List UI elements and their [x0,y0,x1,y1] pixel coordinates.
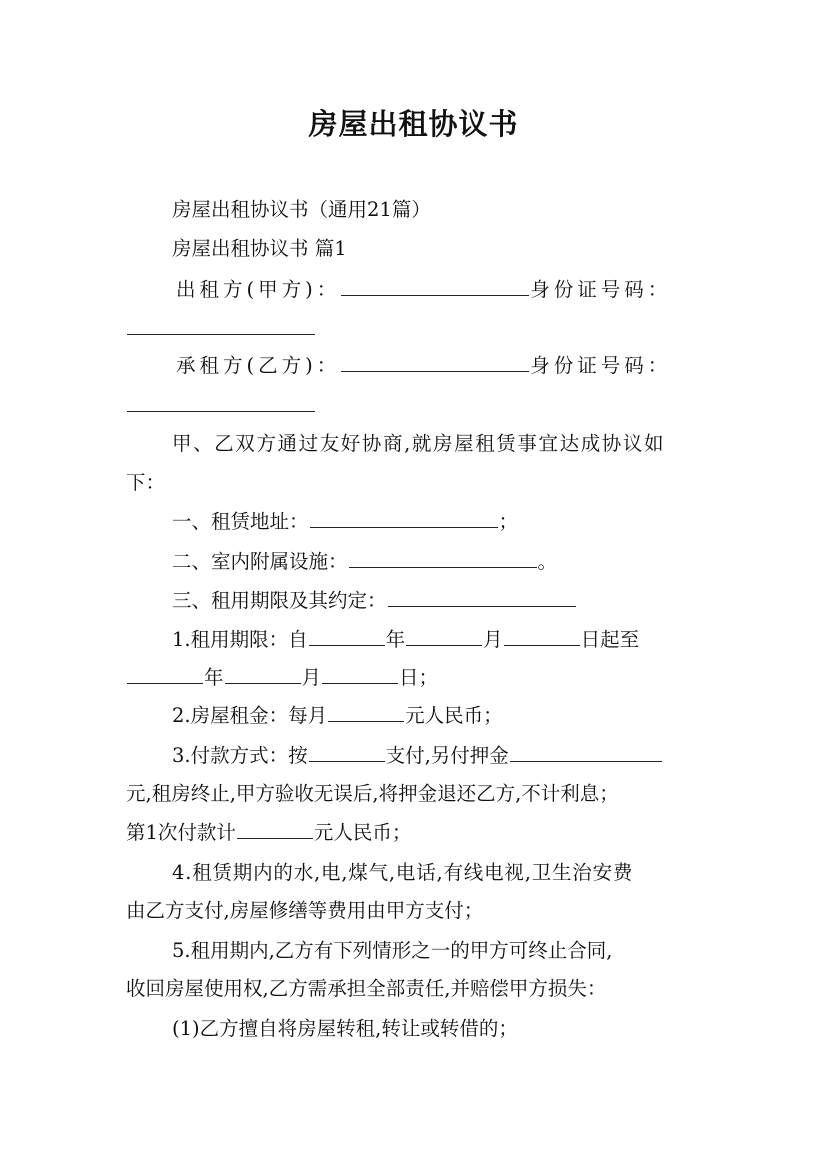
item-2-line [126,543,704,581]
term-1-label: 1.租用期限：自 [172,628,308,651]
end-day-blank [322,659,398,684]
term-1-line [126,621,704,659]
item-3-line [126,582,704,620]
item-3-label: 三、租用期限及其约定： [172,589,387,612]
item-1-label: 一、租赁地址： [172,510,309,533]
lessee-id-line [126,387,704,425]
document-subtitle: 房屋出租协议书（通用21篇） [172,198,431,221]
id-label-1: 身份证号码： [530,278,672,301]
term-5-line-2: 收回房屋使用权,乙方需承担全部责任,并赔偿甲方损失： [126,977,607,1000]
section-heading: 房屋出租协议书 篇1 [172,237,347,260]
term-3-line-3-a: 第1次付款计 [126,821,236,844]
facilities-blank [349,543,537,568]
term-1-day-to: 日起至 [580,628,640,651]
term-3-line [126,737,704,775]
term-3-line-3 [126,814,704,852]
term-1-day-2: 日； [399,666,439,689]
term-5-line-1: 5.租用期内,乙方有下列情形之一的甲方可终止合同, [172,939,613,962]
term-blank [388,582,576,607]
term-3-mid: 支付,另付押金 [385,744,509,767]
item-1-line [126,503,704,541]
id-label-2: 身份证号码： [530,354,672,377]
term-2-line [126,697,704,735]
intro-line-2: 下： [126,471,166,494]
term-3-label: 3.付款方式：按 [172,744,308,767]
lessee-label: 承租方(乙方)： [176,354,341,377]
lessee-id-blank [127,387,315,412]
term-3-line-3-b: 元人民币； [313,821,412,844]
lessor-label: 出租方(甲方)： [176,278,341,301]
start-day-blank [504,621,580,646]
address-blank [310,503,498,528]
term-4-line-2: 由乙方支付,房屋修缮等费用由甲方支付； [126,899,484,922]
term-2-end: 元人民币； [405,704,503,727]
lessee-line [126,347,704,385]
term-1-year: 年 [385,628,406,651]
term-3-line-2: 元,租房终止,甲方验收无误后,将押金退还乙方,不计利息； [126,782,619,805]
term-5-sub-1: (1)乙方擅自将房屋转租,转让或转借的； [172,1017,518,1040]
intro-line-1: 甲、乙双方通过友好协商,就房屋租赁事宜达成协议如 [172,432,666,455]
lessor-id-blank [127,310,315,335]
item-1-end: ； [498,510,519,533]
lessor-name-blank [341,271,529,296]
item-2-end: 。 [537,550,558,573]
payment-method-blank [309,737,385,762]
start-month-blank [406,621,482,646]
term-4-line-1: 4.租赁期内的水,电,煤气,电话,有线电视,卫生治安费 [172,861,634,884]
end-year-blank [127,659,203,684]
lessor-id-line [126,310,704,348]
rent-blank [328,697,404,722]
lessor-line [126,271,704,309]
term-1-line-2 [126,659,704,697]
term-1-month-2: 月 [301,666,322,689]
term-1-month: 月 [483,628,503,651]
lessee-name-blank [341,347,529,372]
first-payment-blank [237,814,313,839]
item-2-label: 二、室内附属设施： [172,550,348,573]
term-2-label: 2.房屋租金：每月 [172,704,328,727]
term-1-year-2: 年 [204,666,224,689]
document-title: 房屋出租协议书 [308,107,519,141]
start-year-blank [309,621,385,646]
deposit-blank [510,737,662,762]
end-month-blank [225,659,301,684]
